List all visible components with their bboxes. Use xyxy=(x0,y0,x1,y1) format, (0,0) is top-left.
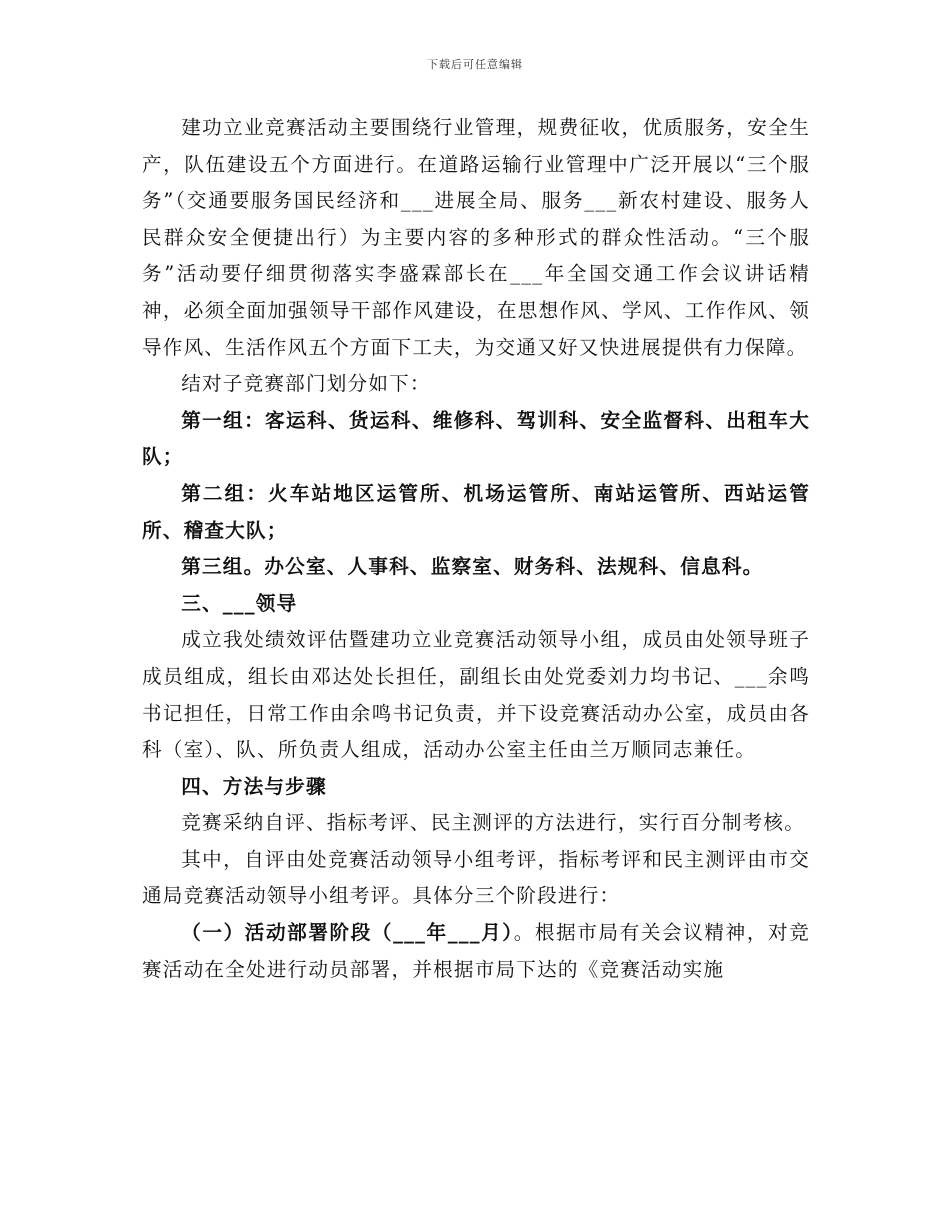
document-body xyxy=(142,110,810,988)
paragraph-intro: 建功立业竞赛活动主要围绕行业管理，规费征收，优质服务，安全生产，队伍建设五个方面进行。在道路运输行业管理中广泛开展以“三个服务”（交通要服务国民经济和___进展全局、服务___新农村建设、服务人民群众安全便捷出行）为主要内容的多种形式的群众性活动。“三个服务”活动要仔细贯彻落实李盛霖部长在___年全国交通工作会议讲话精神，必须全面加强领导干部作风建设，在思想作风、学风、工作作风、领导作风、生活作风五个方面下工夫，为交通又好又快进展提供有力保障。 xyxy=(142,116,810,359)
stage-one-title: （一）活动部署阶段（___年___月） xyxy=(181,921,514,945)
paragraph-pairing: 结对子竞赛部门划分如下： xyxy=(181,372,431,396)
paragraph-stage-one xyxy=(142,915,810,988)
paragraph-leadership: 成立我处绩效评估暨建功立业竞赛活动领导小组，成员由处领导班子成员组成，组长由邓达处长担任，副组长由处党委刘力均书记、___余鸣书记担任，日常工作由余鸣书记负责，并下设竞赛活动办公室，成员由各科（室）、队、所负责人组成，活动办公室主任由兰万顺同志兼任。 xyxy=(142,628,810,762)
header-note: 下载后可任意编辑 xyxy=(427,58,523,71)
paragraph-group-three: 第三组。办公室、人事科、监察室、财务科、法规科、信息科。 xyxy=(181,555,764,579)
section-heading-four: 四、方法与步骤 xyxy=(181,774,327,798)
stage-one-text: 。根据市局有关会议精神，对竞赛活动在全处进行动员部署，并根据市局下达的《竞赛活动实施 xyxy=(142,921,810,981)
paragraph-method: 竞赛采纳自评、指标考评、民主测评的方法进行，实行百分制考核。 xyxy=(181,811,805,835)
paragraph-stages: 其中，自评由处竞赛活动领导小组考评，指标考评和民主测评由市交通局竞赛活动领导小组考评。具体分三个阶段进行： xyxy=(142,847,810,908)
section-heading-three: 三、___领导 xyxy=(181,591,298,615)
paragraph-group-two: 第二组：火车站地区运管所、机场运管所、南站运管所、西站运管所、稽查大队； xyxy=(142,481,810,542)
paragraph-group-one: 第一组：客运科、货运科、维修科、驾训科、安全监督科、出租车大队； xyxy=(142,408,810,469)
